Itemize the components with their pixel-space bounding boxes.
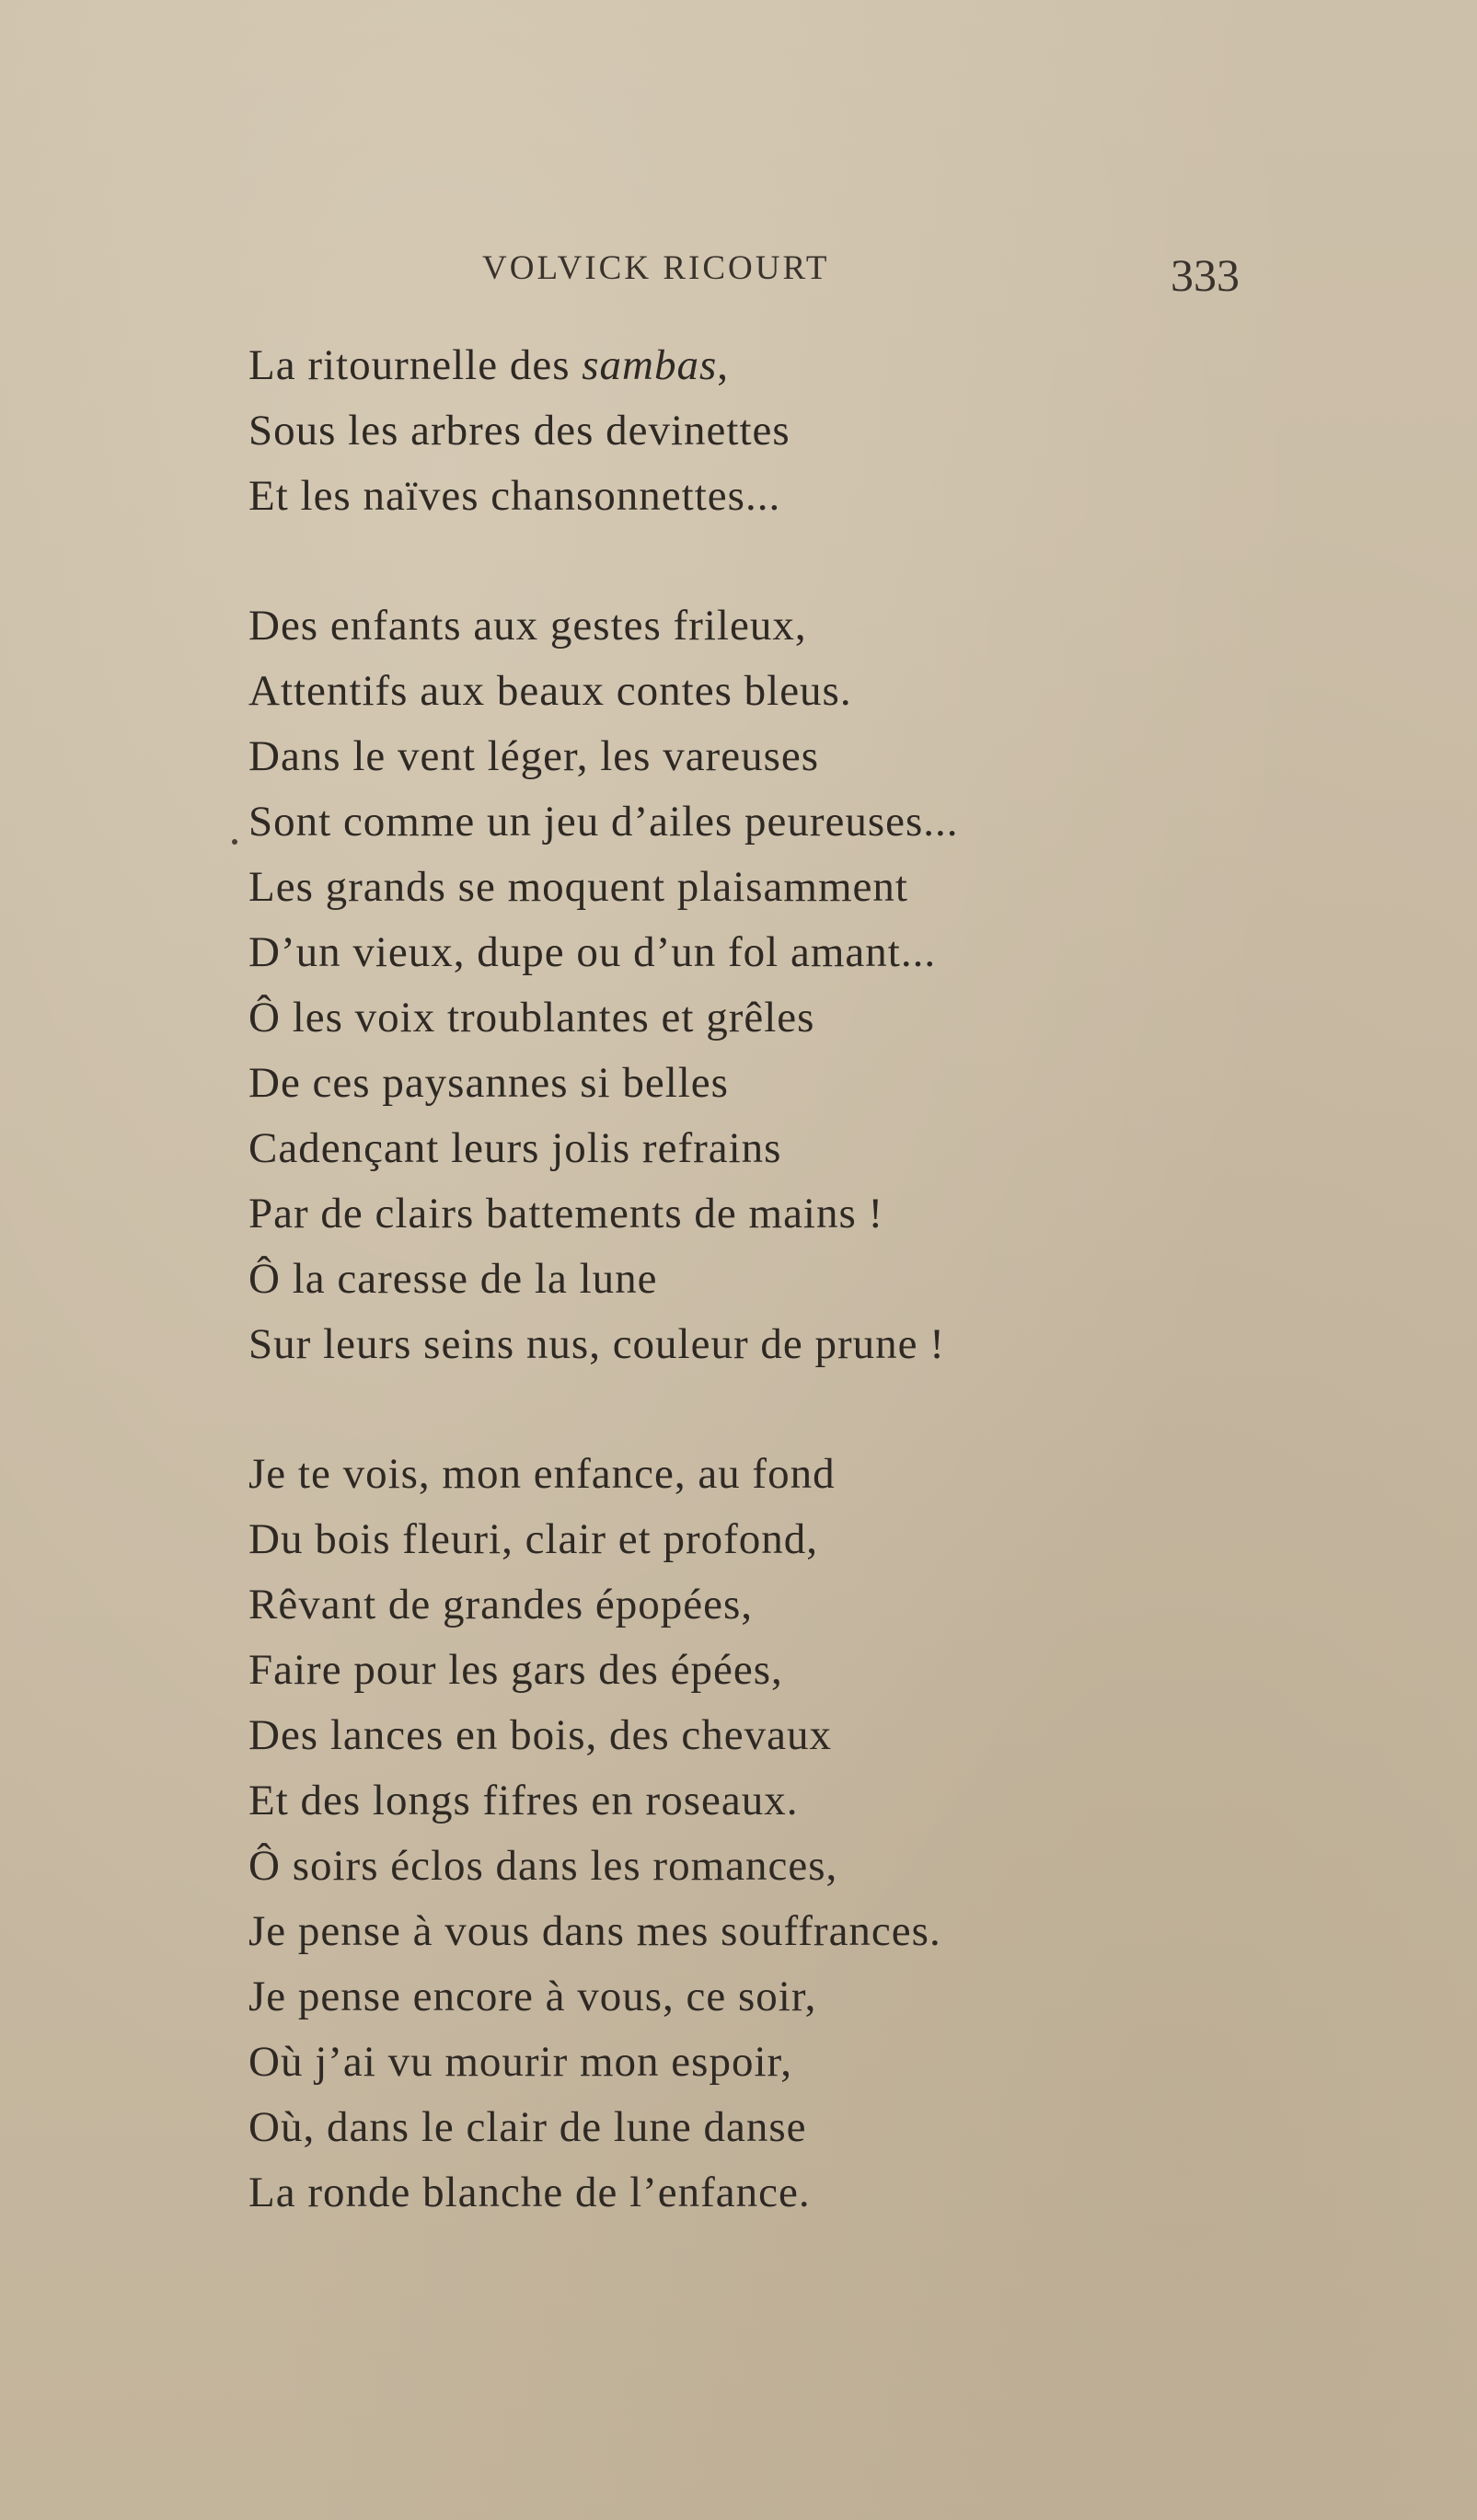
verse-line: Faire pour les gars des épées, xyxy=(248,1646,783,1694)
stanza-2 xyxy=(248,593,1261,1377)
verse-line: Et des longs fifres en roseaux. xyxy=(248,1777,799,1824)
verse-line: Des enfants aux gestes frileux, xyxy=(248,602,807,650)
verse-line: Par de clairs battements de mains ! xyxy=(248,1190,884,1237)
verse-line: Et les naïves chansonnettes... xyxy=(248,472,781,520)
verse-line: Dans le vent léger, les vareuses xyxy=(248,732,820,780)
page-number: 333 xyxy=(1171,249,1240,301)
verse-line: Sous les arbres des devinettes xyxy=(248,407,790,455)
verse-line: Je pense à vous dans mes souffrances. xyxy=(248,1907,941,1955)
verse-line: De ces paysannes si belles xyxy=(248,1059,729,1107)
running-head: VOLVICK RICOURT xyxy=(482,249,830,287)
verse-line: Où, dans le clair de lune danse xyxy=(248,2103,807,2151)
verse-line: La ritournelle des sambas, xyxy=(248,341,730,389)
verse-line: Attentifs aux beaux contes bleus. xyxy=(248,667,852,715)
verse-line: Ô les voix troublantes et grêles xyxy=(248,994,815,1041)
verse-line: Sont comme un jeu d’ailes peureuses... xyxy=(248,798,959,846)
italic-word: sambas xyxy=(582,341,718,389)
poem xyxy=(248,333,1261,2226)
verse-line: Je pense encore à vous, ce soir, xyxy=(248,1973,817,2020)
verse-line: Cadençant leurs jolis refrains xyxy=(248,1124,782,1172)
stanza-3 xyxy=(248,1442,1261,2226)
margin-speck xyxy=(232,839,237,845)
verse-line: Je te vois, mon enfance, au fond xyxy=(248,1450,836,1498)
stanza-1 xyxy=(248,333,1261,529)
verse-line: Rêvant de grandes épopées, xyxy=(248,1581,754,1628)
verse-line: Ô la caresse de la lune xyxy=(248,1255,658,1303)
verse-line: Les grands se moquent plaisamment xyxy=(248,863,908,911)
verse-line: Des lances en bois, des chevaux xyxy=(248,1711,832,1759)
verse-line: Sur leurs seins nus, couleur de prune ! xyxy=(248,1320,945,1368)
verse-line: La ronde blanche de l’enfance. xyxy=(248,2169,811,2216)
verse-line: D’un vieux, dupe ou d’un fol amant... xyxy=(248,928,937,976)
verse-line: Ô soirs éclos dans les romances, xyxy=(248,1842,838,1890)
verse-line: Du bois fleuri, clair et profond, xyxy=(248,1515,819,1563)
verse-line: Où j’ai vu mourir mon espoir, xyxy=(248,2038,793,2086)
